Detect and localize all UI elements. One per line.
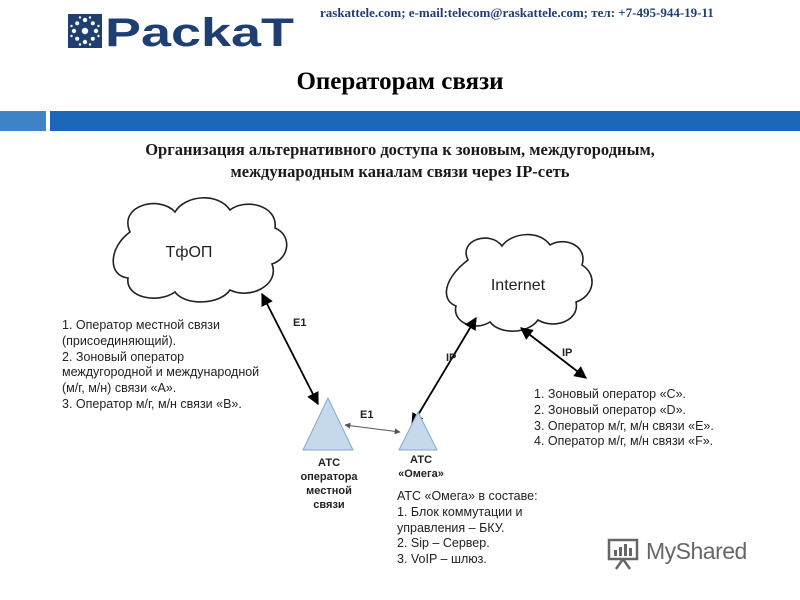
atc-omega-line: «Омега» <box>398 468 444 480</box>
ip-link-internet-operators <box>521 328 586 378</box>
tfop-label: ТфОП <box>165 244 213 261</box>
watermark-text: MyShared <box>646 538 747 564</box>
desc-line: 3. Оператор м/г, м/н связи «Е». <box>534 418 714 433</box>
atc-local-line: местной <box>306 485 352 497</box>
atc-local-label <box>286 456 372 512</box>
e1-label-mid: E1 <box>360 409 374 421</box>
internet-label: Internet <box>490 277 546 294</box>
desc-line: управления – БКУ. <box>397 520 505 535</box>
raskat-logo <box>68 14 296 50</box>
myshared-watermark <box>606 536 776 570</box>
ip-link-omega-internet <box>412 318 476 425</box>
e1-link-atc-omega <box>345 425 400 432</box>
atc-omega-triangle <box>399 412 437 450</box>
desc-line: (присоединяющий). <box>62 333 177 348</box>
page-title: Операторам связи <box>296 68 504 95</box>
atc-local-line: оператора <box>300 471 358 483</box>
header-bar-left <box>0 111 46 131</box>
desc-line: 1. Зоновый оператор «С». <box>534 387 687 401</box>
atc-omega-label <box>386 453 456 481</box>
tfop-cloud <box>113 198 286 302</box>
desc-line: 1. Оператор местной связи <box>62 318 220 332</box>
presentation-board-icon <box>606 536 640 570</box>
desc-line: АТС «Омега» в составе: <box>397 489 538 503</box>
desc-line: (м/г, м/н) связи «А». <box>62 381 177 396</box>
subtitle-line-1: Организация альтернативного доступа к зоновым, междугородным, <box>145 140 655 159</box>
internet-cloud <box>446 235 592 332</box>
atc-omega-line: АТС <box>409 454 433 466</box>
e1-link-tfop-atc <box>262 294 318 404</box>
omega-composition-description <box>397 489 538 568</box>
slide-subtitle <box>60 139 740 183</box>
atc-local-line: АТС <box>317 457 341 469</box>
desc-line: 2. Sip – Сервер. <box>397 536 490 551</box>
desc-line: 1. Блок коммутации и <box>397 504 523 519</box>
desc-line: 2. Зоновый оператор <box>62 349 185 364</box>
contact-info: raskattele.com; e-mail:telecom@raskattele.com; тел: +7-495-944-19-11 <box>320 5 714 20</box>
desc-line: 3. Оператор м/г, м/н связи «В». <box>62 396 242 411</box>
remote-operators-description <box>534 387 714 450</box>
desc-line: 4. Оператор м/г, м/н связи «F». <box>534 434 714 449</box>
ip-label-right: IP <box>562 347 573 359</box>
atc-local-line: связи <box>313 499 345 511</box>
ip-label-left: IP <box>446 352 457 364</box>
desc-line: 3. VoIP – шлюз. <box>397 552 487 567</box>
local-operators-description <box>62 318 259 413</box>
desc-line: междугородной и международной <box>62 365 260 380</box>
logo-text: PackaT <box>105 14 294 50</box>
atc-local-triangle <box>303 398 353 450</box>
header-bar-right <box>50 111 800 131</box>
desc-line: 2. Зоновый оператор «D». <box>534 402 687 417</box>
subtitle-line-2: международным каналам связи через IP-сеть <box>230 162 570 181</box>
e1-label-top: E1 <box>293 317 307 329</box>
